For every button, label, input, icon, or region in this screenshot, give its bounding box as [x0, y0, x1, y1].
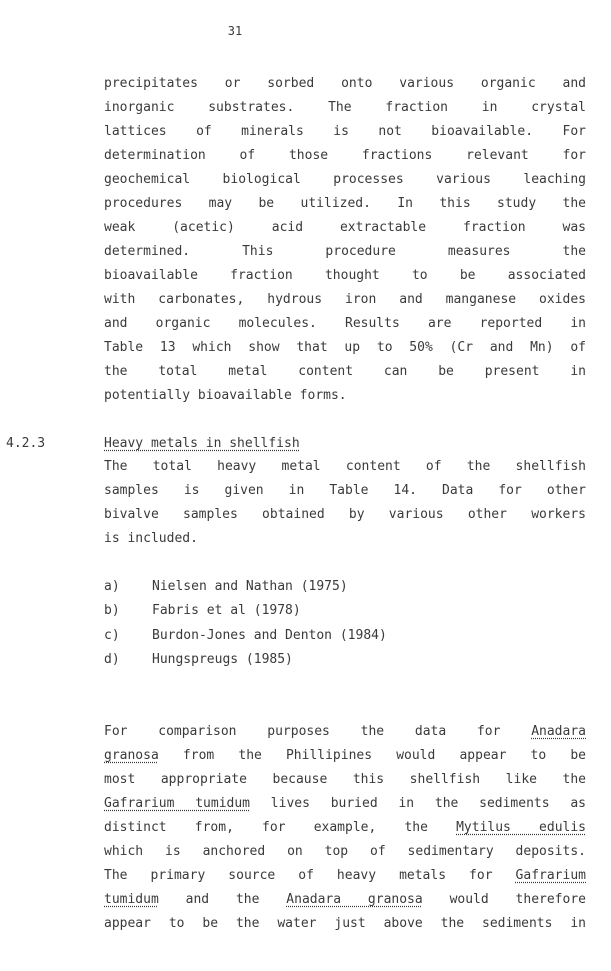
text-line: the total metal content can be present in	[104, 364, 586, 379]
reference-letter: d)	[104, 651, 120, 667]
reference-item	[104, 648, 387, 672]
reference-text: Hungspreugs (1985)	[152, 651, 293, 667]
text-line: samples is given in Table 14. Data for other	[104, 483, 586, 498]
text-line: weak (acetic) acid extractable fraction was	[104, 220, 586, 235]
species-name: granosa	[104, 748, 159, 763]
section-number: 4.2.3	[6, 436, 46, 451]
reference-item	[104, 624, 387, 648]
text-line: granosa from the Phillipines would appear to be	[104, 748, 586, 763]
species-name: Gafrarium tumidum	[104, 796, 251, 811]
text-line: which is anchored on top of sedimentary deposits.	[104, 844, 586, 859]
text-line: bioavailable fraction thought to be associated	[104, 268, 586, 283]
text-line: The total heavy metal content of the shellfish	[104, 459, 586, 474]
text-line: inorganic substrates. The fraction in crystal	[104, 100, 586, 115]
page-number: 31	[227, 24, 243, 38]
text-line: The primary source of heavy metals for Gafrarium	[104, 868, 586, 883]
paragraph-bioavailability	[104, 72, 586, 408]
text-line: is included.	[104, 531, 198, 546]
text-line: potentially bioavailable forms.	[104, 388, 347, 403]
reference-text: Nielsen and Nathan (1975)	[152, 579, 348, 594]
text-line: bivalve samples obtained by various other workers	[104, 507, 586, 522]
text-line: precipitates or sorbed onto various organic and	[104, 76, 586, 91]
reference-list	[104, 575, 387, 672]
text-line: appear to be the water just above the sediments in	[104, 916, 586, 931]
text-line: Table 13 which show that up to 50% (Cr and Mn) of	[104, 340, 586, 355]
reference-item	[104, 575, 387, 599]
text-line: For comparison purposes the data for Anadara	[104, 724, 586, 739]
text-line: tumidum and the Anadara granosa would therefore	[104, 892, 586, 907]
paragraph-shellfish-content	[104, 455, 586, 551]
reference-letter: b)	[104, 603, 120, 619]
reference-text: Fabris et al (1978)	[152, 603, 301, 619]
reference-text: Burdon-Jones and Denton (1984)	[152, 627, 387, 643]
reference-item	[104, 599, 387, 623]
species-name: Gafrarium	[515, 868, 586, 883]
text-line: determination of those fractions relevant for	[104, 148, 586, 163]
text-line: lattices of minerals is not bioavailable. For	[104, 124, 586, 139]
text-line: determined. This procedure measures the	[104, 244, 586, 259]
text-line: with carbonates, hydrous iron and manganese oxides	[104, 292, 586, 307]
paragraph-comparison	[104, 720, 586, 936]
text-line: Gafrarium tumidum lives buried in the sediments as	[104, 796, 587, 811]
species-name: Anadara	[531, 724, 586, 739]
reference-letter: c)	[104, 627, 120, 643]
text-line: geochemical biological processes various leaching	[104, 172, 586, 187]
text-line: procedures may be utilized. In this study the	[104, 196, 586, 211]
species-name: Mytilus edulis	[456, 820, 586, 835]
section-heading: Heavy metals in shellfish	[104, 436, 300, 451]
text-line: distinct from, for example, the Mytilus edulis	[104, 820, 586, 835]
text-line: most appropriate because this shellfish like the	[104, 772, 586, 787]
species-name: tumidum	[104, 892, 159, 907]
reference-letter: a)	[104, 579, 120, 594]
species-name: Anadara granosa	[286, 892, 423, 907]
text-line: and organic molecules. Results are reported in	[104, 316, 586, 331]
